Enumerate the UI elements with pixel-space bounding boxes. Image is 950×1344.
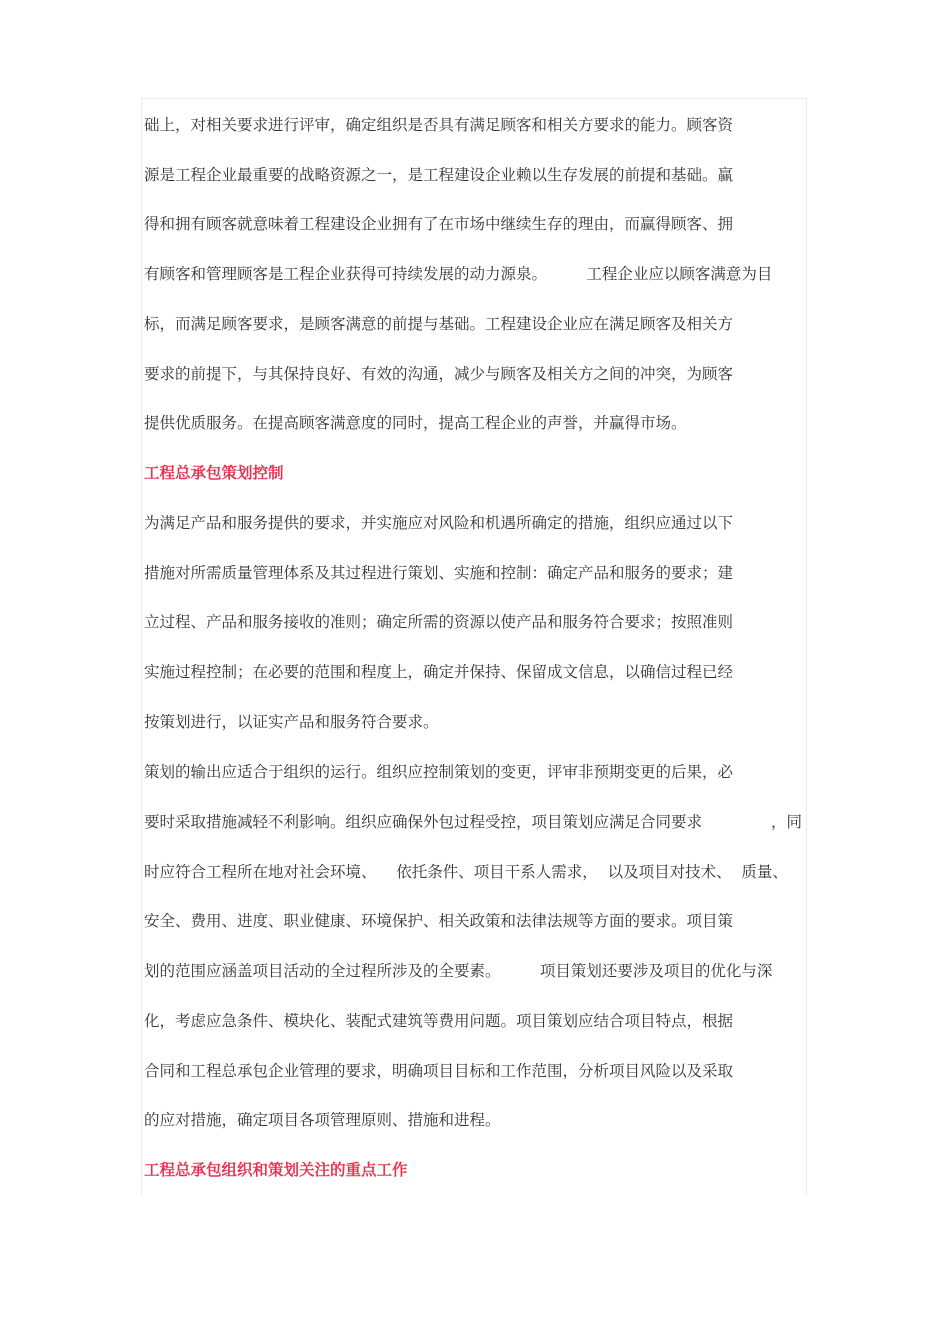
- paragraph-line: 要求的前提下，与其保持良好、有效的沟通，减少与顾客及相关方之间的冲突，为顾客: [144, 365, 734, 383]
- paragraph-line: 要时采取措施减轻不利影响。组织应确保外包过程受控，项目策划应满足合同要求 ，同: [144, 813, 802, 831]
- paragraph-line: 提供优质服务。在提高顾客满意度的同时，提高工程企业的声誉，并赢得市场。: [144, 414, 687, 432]
- section-heading: 工程总承包策划控制: [144, 464, 284, 482]
- paragraph-line: 实施过程控制；在必要的范围和程度上，确定并保持、保留成文信息，以确信过程已经: [144, 663, 734, 681]
- paragraph-line: 措施对所需质量管理体系及其过程进行策划、实施和控制：确定产品和服务的要求；建: [144, 564, 734, 582]
- paragraph-line: 础上，对相关要求进行评审，确定组织是否具有满足顾客和相关方要求的能力。顾客资: [144, 116, 734, 134]
- paragraph-line: 的应对措施，确定项目各项管理原则、措施和进程。: [144, 1111, 501, 1129]
- paragraph-line: 安全、费用、进度、职业健康、环境保护、相关政策和法律法规等方面的要求。项目策: [144, 912, 734, 930]
- paragraph-line: 标，而满足顾客要求，是顾客满意的前提与基础。工程建设企业应在满足顾客及相关方: [144, 315, 734, 333]
- paragraph-line: 为满足产品和服务提供的要求，并实施应对风险和机遇所确定的措施，组织应通过以下: [144, 514, 734, 532]
- paragraph-line: 合同和工程总承包企业管理的要求，明确项目目标和工作范围，分析项目风险以及采取: [144, 1062, 734, 1080]
- paragraph-line: 有顾客和管理顾客是工程企业获得可持续发展的动力源泉。 工程企业应以顾客满意为目: [144, 265, 773, 283]
- section-heading: 工程总承包组织和策划关注的重点工作: [144, 1161, 408, 1179]
- paragraph-line: 按策划进行，以证实产品和服务符合要求。: [144, 713, 439, 731]
- paragraph-line: 源是工程企业最重要的战略资源之一，是工程建设企业赖以生存发展的前提和基础。赢: [144, 166, 734, 184]
- paragraph-line: 策划的输出应适合于组织的运行。组织应控制策划的变更，评审非预期变更的后果，必: [144, 763, 734, 781]
- paragraph-line: 化，考虑应急条件、模块化、装配式建筑等费用问题。项目策划应结合项目特点，根据: [144, 1012, 734, 1030]
- paragraph-line: 立过程、产品和服务接收的准则；确定所需的资源以使产品和服务符合要求；按照准则: [144, 613, 734, 631]
- paragraph-line: 划的范围应涵盖项目活动的全过程所涉及的全要素。 项目策划还要涉及项目的优化与深: [144, 962, 773, 980]
- paragraph-line: 时应符合工程所在地对社会环境、 依托条件、项目干系人需求， 以及项目对技术、 质量、: [144, 863, 788, 881]
- paragraph-line: 得和拥有顾客就意味着工程建设企业拥有了在市场中继续生存的理由，而赢得顾客、拥: [144, 215, 734, 233]
